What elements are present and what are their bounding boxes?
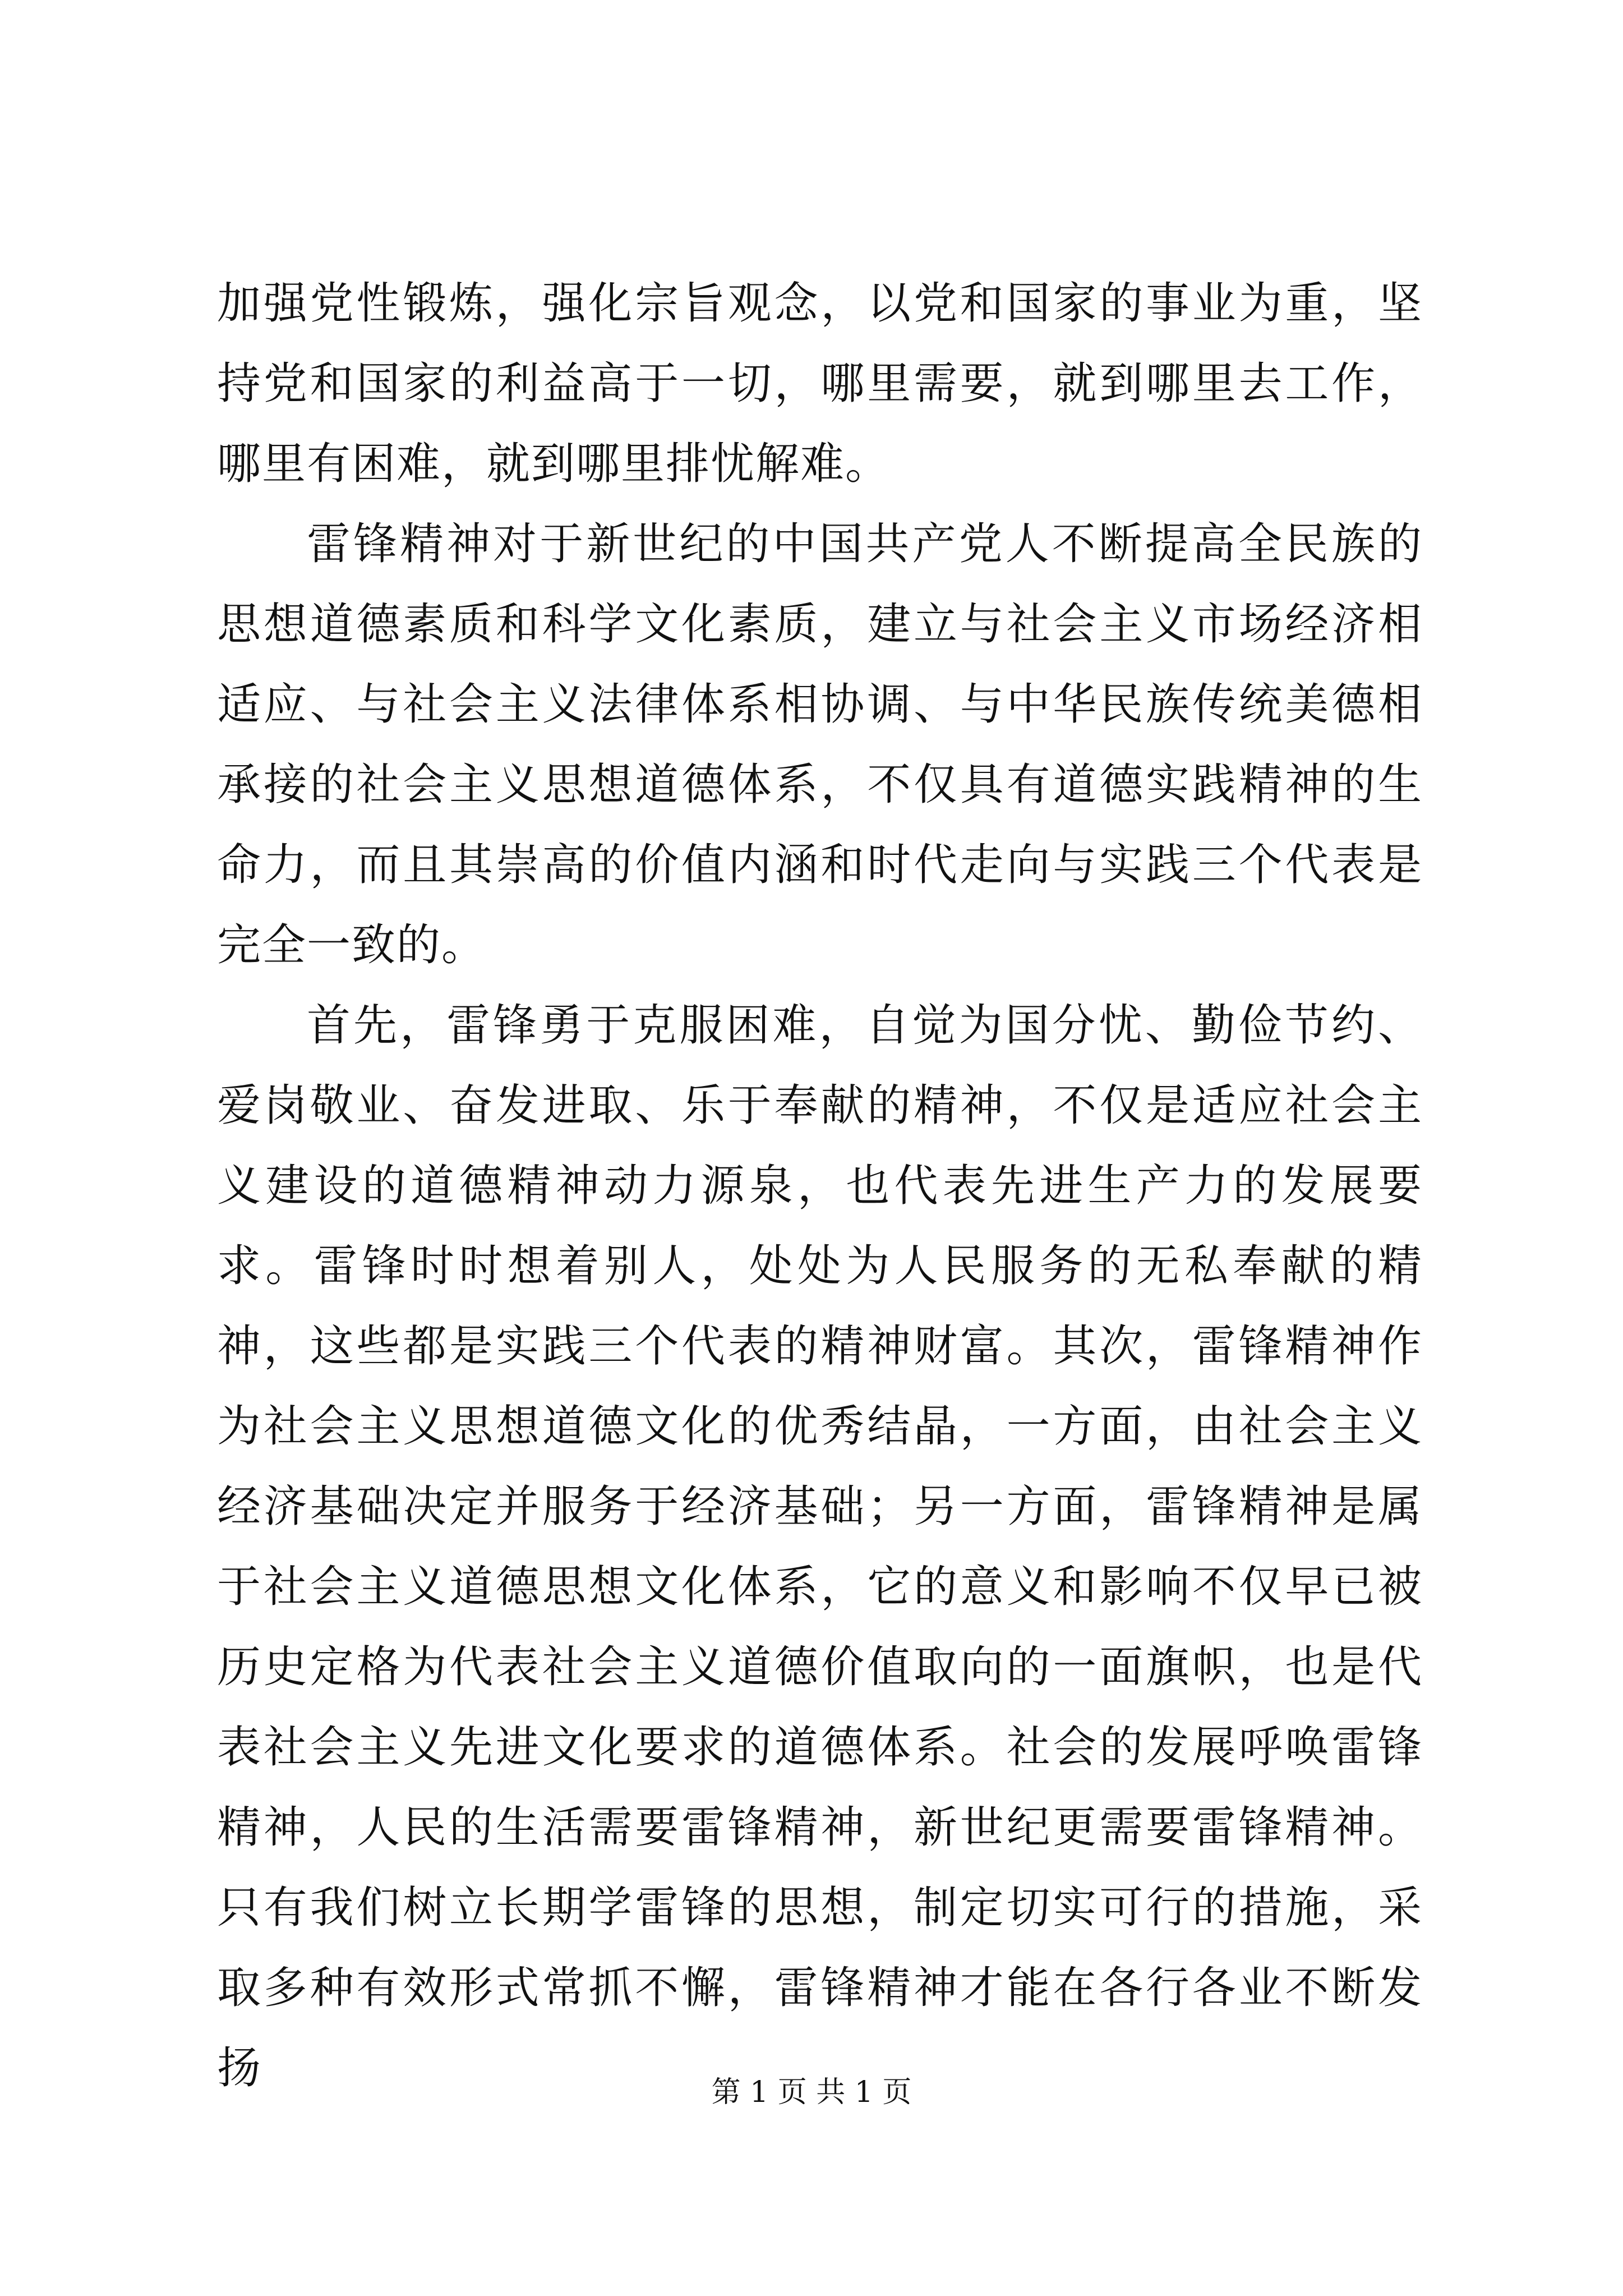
document-body bbox=[217, 264, 1423, 2109]
paragraph-1: 加强党性锻炼，强化宗旨观念，以党和国家的事业为重，坚持党和国家的利益高于一切，哪里需要，就到哪里去工作，哪里有困难，就到哪里排忧解难。 bbox=[217, 278, 1423, 489]
paragraph-2: 雷锋精神对于新世纪的中国共产党人不断提高全民族的思想道德素质和科学文化素质，建立与社会主义市场经济相适应、与社会主义法律体系相协调、与中华民族传统美德相承接的社会主义思想道德体系，不仅具有道德实践精神的生命力，而且其崇高的价值内涵和时代走向与实践三个代表是完全一致的。 bbox=[217, 519, 1423, 970]
paragraph-3: 首先，雷锋勇于克服困难，自觉为国分忧、勤俭节约、爱岗敬业、奋发进取、乐于奉献的精神，不仅是适应社会主义建设的道德精神动力源泉，也代表先进生产力的发展要求。雷锋时时想着别人，处处为人民服务的无私奉献的精神，这些都是实践三个代表的精神财富。其次，雷锋精神作为社会主义思想道德文化的优秀结晶，一方面，由社会主义经济基础决定并服务于经济基础；另一方面，雷锋精神是属于社会主义道德思想文化体系，它的意义和影响不仅早已被历史定格为代表社会主义道德价值取向的一面旗帜，也是代表社会主义先进文化要求的道德体系。社会的发展呼唤雷锋精神，人民的生活需要雷锋精神，新世纪更需要雷锋精神。只有我们树立长期学雷锋的思想，制定切实可行的措施，采取多种有效形式常抓不懈，雷锋精神才能在各行各业不断发扬 bbox=[217, 1000, 1423, 2093]
page-footer bbox=[0, 2073, 1623, 2112]
page-number: 第 1 页 共 1 页 bbox=[711, 2076, 912, 2109]
